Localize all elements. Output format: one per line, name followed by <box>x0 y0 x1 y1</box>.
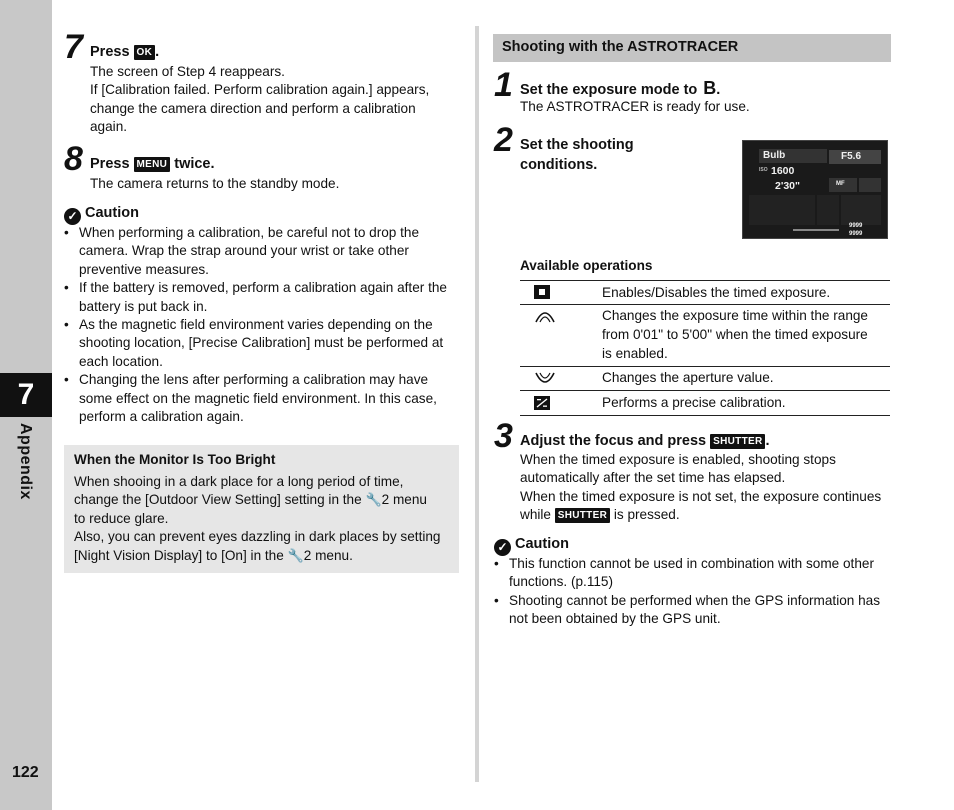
caution-icon: ✓ <box>64 208 81 225</box>
shutter-button-icon: SHUTTER <box>710 434 765 449</box>
exposure-comp-button-icon <box>534 396 550 413</box>
step-1-body <box>520 98 750 116</box>
step-3-title <box>520 431 770 451</box>
note-line-part: 2 menu. <box>303 547 353 563</box>
caution-list-left <box>64 224 460 426</box>
operation-line: Enables/Disables the timed exposure. <box>602 285 831 300</box>
note-title: When the Monitor Is Too Bright <box>74 452 276 467</box>
time-readout: 2'30" <box>775 180 800 192</box>
section-title: Shooting with the ASTROTRACER <box>502 39 739 55</box>
caution-heading-right <box>494 534 569 556</box>
caution-line: camera. Wrap the strap around your wrist or take other <box>79 243 409 259</box>
iso-label: ISO <box>759 167 768 173</box>
list-item <box>64 371 460 426</box>
step-3-line: automatically after the set time has elapsed. <box>520 470 786 486</box>
step-3-line-part: while <box>520 507 551 523</box>
dial-panel <box>817 195 839 225</box>
caution-line: functions. (p.115) <box>509 574 614 590</box>
mf-readout: MF <box>836 181 845 187</box>
caution-line: not been obtained by the GPS unit. <box>509 611 721 627</box>
operation-line: Changes the aperture value. <box>602 370 774 385</box>
operation-line: from 0'01" to 5'00" when the timed exposure <box>602 326 868 342</box>
front-dial-icon <box>534 310 556 327</box>
note-line: Also, you can prevent eyes dazzling in dark places by setting <box>74 529 441 545</box>
caution-line: • If the battery is removed, perform a calibration again after the <box>79 280 447 296</box>
note-line: When shooing in a dark place for a long period of time, <box>74 474 404 489</box>
note-line: to reduce glare. <box>74 510 169 526</box>
aperture-readout: F5.6 <box>841 151 862 162</box>
step-3-title-text: Adjust the focus and press <box>520 433 707 449</box>
note-line <box>74 547 454 565</box>
caution-line: • Shooting cannot be performed when the GPS information has <box>509 592 881 608</box>
step-2-title <box>520 135 634 175</box>
step-3-line: When the timed exposure is enabled, shooting stops <box>520 452 836 467</box>
step-7-title-prefix: Press <box>90 44 130 60</box>
caution-line: • When performing a calibration, be careful not to drop the <box>79 225 420 240</box>
caution-heading-text: Caution <box>85 205 139 221</box>
step-3-title-suffix: . <box>765 433 770 449</box>
column-divider <box>475 26 479 782</box>
caution-heading-left <box>64 203 139 225</box>
operation-desc <box>602 394 887 413</box>
table-row <box>520 280 890 300</box>
note-box <box>64 445 459 573</box>
caution-line: some effect on the magnetic field environment. In this case, <box>79 390 437 406</box>
step-1-number: 1 <box>494 66 513 104</box>
chapter-label <box>10 423 40 513</box>
step-7-title-suffix: . <box>155 44 160 60</box>
step-7-line: If [Calibration failed. Perform calibration again.] appears, <box>90 82 430 98</box>
step-3-number: 3 <box>494 417 513 455</box>
caution-line: • As the magnetic field environment varies depending on the <box>79 317 433 333</box>
settings-grid <box>749 195 815 225</box>
list-item <box>494 592 890 629</box>
step-7-title <box>90 42 159 62</box>
section-title-bar <box>493 34 891 62</box>
shutter-mode-icon <box>534 285 550 302</box>
step-2-title-line: conditions. <box>520 157 598 173</box>
step-1-line: The ASTROTRACER is ready for use. <box>520 99 750 114</box>
step-3-body <box>520 451 881 525</box>
bulb-mode-icon: B <box>703 78 717 98</box>
grid-panel <box>841 195 881 225</box>
list-item <box>64 316 460 371</box>
caution-icon: ✓ <box>494 539 511 556</box>
table-row <box>520 390 890 410</box>
step-3-line: When the timed exposure is not set, the exposure continues <box>520 488 882 504</box>
step-7-body <box>90 63 429 137</box>
jpeg-count: 9999 <box>849 231 863 237</box>
menu-button-icon: MENU <box>134 157 171 172</box>
step-3-line <box>520 506 881 524</box>
caution-line: perform a calibration again. <box>79 409 244 425</box>
operation-desc <box>602 284 887 303</box>
chapter-number: 7 <box>0 373 52 417</box>
step-1-title <box>520 78 720 100</box>
step-8-title <box>90 154 215 174</box>
operation-desc <box>602 307 887 363</box>
raw-count: 9999 <box>849 223 863 229</box>
ok-button-icon: OK <box>134 45 156 60</box>
table-bottom-rule <box>520 415 890 416</box>
caution-list-right <box>494 555 890 629</box>
caution-line: • This function cannot be used in combination with some other <box>509 556 874 571</box>
note-line-part: 2 menu <box>381 492 427 508</box>
step-2-title-line: Set the shooting <box>520 137 634 153</box>
note-line-part: change the [Outdoor View Setting] setting in the <box>74 492 366 508</box>
operations-title: Available operations <box>520 258 653 273</box>
camera-control-panel-screen <box>742 140 888 239</box>
page-number: 122 <box>12 764 39 781</box>
chapter-label-text: Appendix <box>17 423 34 500</box>
list-item <box>64 224 460 279</box>
caution-line: each location. <box>79 353 163 369</box>
caution-line: shooting location, [Precise Calibration] must be performed at <box>79 335 444 351</box>
operation-line: is enabled. <box>602 345 668 361</box>
operation-line: Changes the exposure time within the range <box>602 308 868 323</box>
list-item <box>64 279 460 316</box>
list-item <box>494 555 890 592</box>
step-7-number: 7 <box>64 28 83 66</box>
note-line <box>74 491 454 509</box>
note-text <box>74 473 454 565</box>
step-7-line: change the camera direction and perform a calibration <box>90 100 416 116</box>
caution-heading-text: Caution <box>515 536 569 552</box>
operation-desc <box>602 369 887 388</box>
shutter-button-icon: SHUTTER <box>555 508 610 523</box>
wrench-icon: 🔧 <box>365 492 382 508</box>
step-8-body <box>90 175 339 193</box>
step-3-line-part: is pressed. <box>613 507 680 523</box>
step-1-title-suffix: . <box>716 82 721 98</box>
table-row <box>520 366 890 385</box>
note-line-part: [Night Vision Display] to [On] in the <box>74 547 288 563</box>
wrench-icon: 🔧 <box>287 547 304 563</box>
step-7-line: The screen of Step 4 reappears. <box>90 64 285 79</box>
iso-readout: 1600 <box>771 165 795 177</box>
lens-panel <box>859 178 881 192</box>
step-8-title-prefix: Press <box>90 156 130 172</box>
mode-readout: Bulb <box>763 150 786 161</box>
step-2-number: 2 <box>494 121 513 159</box>
step-1-title-text: Set the exposure mode to <box>520 82 698 98</box>
caution-line: • Changing the lens after performing a calibration may have <box>79 372 429 388</box>
table-row <box>520 304 890 361</box>
step-8-title-suffix: twice. <box>174 156 215 172</box>
caution-line: battery is put back in. <box>79 298 208 314</box>
step-7-line: again. <box>90 119 128 135</box>
step-8-line: The camera returns to the standby mode. <box>90 176 340 191</box>
operation-line: Performs a precise calibration. <box>602 395 786 410</box>
level-bar <box>793 229 839 231</box>
rear-dial-icon <box>534 371 556 388</box>
caution-line: preventive measures. <box>79 261 209 277</box>
step-8-number: 8 <box>64 140 83 178</box>
